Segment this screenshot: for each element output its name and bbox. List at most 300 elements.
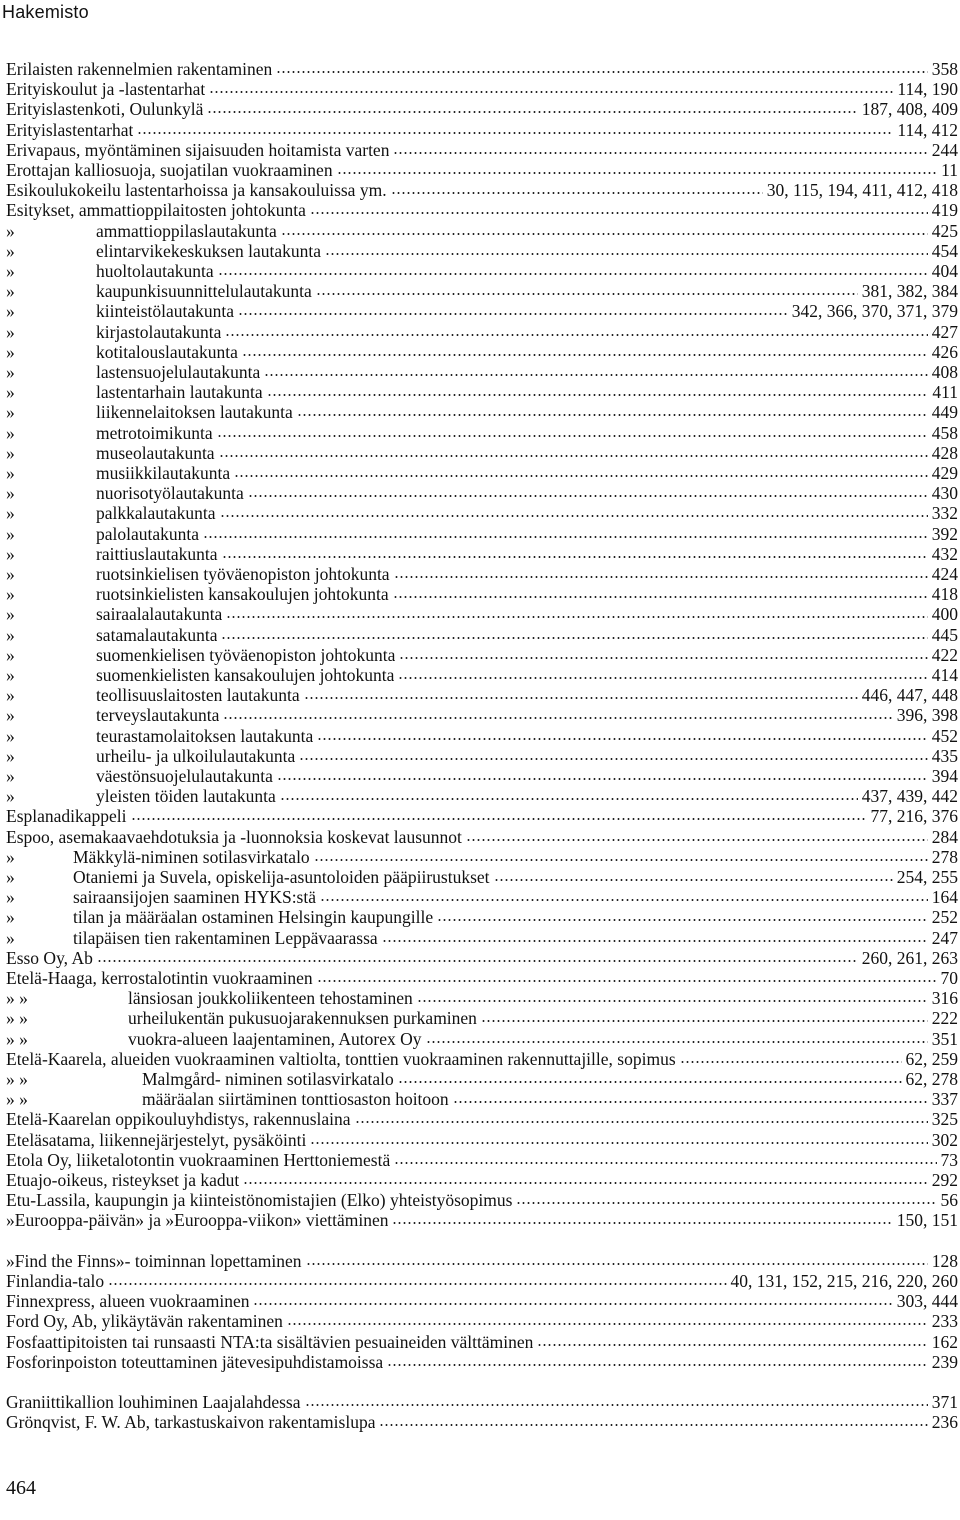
index-entry bbox=[0, 1069, 958, 1089]
ditto-mark: » bbox=[6, 442, 15, 463]
dot-leader bbox=[337, 171, 938, 175]
dot-leader bbox=[453, 1100, 928, 1104]
index-entry bbox=[0, 261, 958, 281]
dot-leader bbox=[242, 353, 928, 357]
entry-label: elintarvikekeskuksen lautakunta bbox=[96, 240, 321, 261]
dot-leader bbox=[382, 939, 928, 943]
index-entry bbox=[0, 1190, 958, 1210]
entry-pages: 427 bbox=[931, 321, 958, 342]
entry-label: ruotsinkielisen työväenopiston johtokunta bbox=[96, 564, 390, 584]
dot-leader bbox=[234, 474, 928, 478]
index-entry bbox=[0, 362, 958, 382]
index-entry bbox=[0, 1311, 958, 1331]
entry-pages: 128 bbox=[931, 1250, 958, 1271]
index-entry bbox=[0, 1210, 958, 1230]
index-entry bbox=[0, 382, 958, 402]
ditto-mark: » bbox=[6, 604, 15, 625]
dot-leader bbox=[203, 535, 928, 539]
dot-leader bbox=[297, 413, 928, 417]
dot-leader bbox=[267, 393, 929, 397]
dot-leader bbox=[393, 595, 928, 599]
index-entry bbox=[0, 564, 958, 584]
entry-pages: 278 bbox=[931, 846, 958, 867]
entry-label: Fosfaattipitoisten tai runsaasti NTA:ta sisältävien pesuaineiden välttäminen bbox=[6, 1331, 534, 1352]
entry-label: Esplanadikappeli bbox=[6, 806, 127, 827]
index-entry bbox=[0, 221, 958, 241]
dot-leader bbox=[393, 151, 927, 155]
dot-leader bbox=[426, 1040, 928, 1044]
entry-label: terveyslautakunta bbox=[96, 705, 220, 726]
ditto-mark: » bbox=[6, 725, 15, 746]
entry-pages: 381, 382, 384 bbox=[861, 281, 958, 302]
entry-pages: 284 bbox=[931, 826, 958, 847]
ditto-mark: » bbox=[6, 766, 15, 786]
index-entry bbox=[0, 544, 958, 564]
ditto-mark: » bbox=[6, 220, 15, 241]
dot-leader bbox=[281, 232, 928, 236]
entry-pages: 437, 439, 442 bbox=[861, 786, 958, 807]
index-entry bbox=[0, 726, 958, 746]
entry-pages: 233 bbox=[931, 1311, 958, 1332]
index-entry bbox=[0, 200, 958, 220]
ditto-mark: » bbox=[6, 301, 15, 322]
entry-label: suomenkielisen työväenopiston johtokunta bbox=[96, 644, 396, 665]
entry-label: Otaniemi ja Suvela, opiskelija-asuntoloiden pääpiirustukset bbox=[73, 867, 490, 887]
ditto-mark: » bbox=[6, 362, 15, 382]
index-entry bbox=[0, 99, 958, 119]
dot-leader bbox=[131, 817, 867, 821]
dot-leader bbox=[379, 1423, 927, 1427]
entry-pages: 422 bbox=[931, 644, 958, 665]
dot-leader bbox=[220, 514, 928, 518]
index-entry bbox=[0, 1130, 958, 1150]
entry-label: »Find the Finns»- toiminnan lopettaminen bbox=[6, 1250, 302, 1271]
entry-label: määräalan siirtäminen tonttiosaston hoitoon bbox=[142, 1089, 449, 1110]
entry-pages: 222 bbox=[931, 1008, 958, 1029]
index-entry bbox=[0, 281, 958, 301]
index-entry bbox=[0, 645, 958, 665]
index-entry bbox=[0, 1291, 958, 1311]
index-entry bbox=[0, 1049, 958, 1069]
ditto-mark: » bbox=[6, 483, 15, 504]
entry-pages: 394 bbox=[931, 766, 958, 786]
entry-pages: 425 bbox=[931, 220, 958, 241]
index-entry bbox=[0, 1332, 958, 1352]
entry-pages: 187, 408, 409 bbox=[861, 99, 958, 120]
ditto-mark: » bbox=[6, 644, 15, 665]
entry-pages: 62, 278 bbox=[905, 1069, 958, 1089]
index-entry bbox=[0, 746, 958, 766]
entry-pages: 452 bbox=[931, 725, 958, 746]
entry-label: Grönqvist, F. W. Ab, tarkastuskaivon rakentamislupa bbox=[6, 1412, 376, 1433]
entry-pages: 371 bbox=[931, 1392, 958, 1413]
entry-pages: 396, 398 bbox=[896, 705, 958, 726]
index-entry bbox=[0, 79, 958, 99]
entry-label: väestönsuojelulautakunta bbox=[96, 766, 273, 786]
entry-pages: 418 bbox=[931, 584, 958, 605]
index-entry bbox=[0, 1150, 958, 1170]
dot-leader bbox=[387, 1363, 928, 1367]
entry-pages: 244 bbox=[931, 139, 958, 160]
entry-label: ruotsinkielisten kansakoulujen johtokunta bbox=[96, 584, 389, 605]
entry-pages: 414 bbox=[931, 665, 958, 685]
entry-label: Esitykset, ammattioppilaitosten johtokunta bbox=[6, 200, 306, 221]
index-entry bbox=[0, 928, 958, 948]
entry-label: liikennelaitoksen lautakunta bbox=[96, 402, 293, 423]
entry-label: Erottajan kalliosuoja, suojatilan vuokraaminen bbox=[6, 160, 333, 180]
entry-label: kiinteistölautakunta bbox=[96, 301, 235, 322]
entry-label: Etuajo-oikeus, risteykset ja kadut bbox=[6, 1170, 240, 1190]
dot-leader bbox=[137, 131, 893, 135]
dot-leader bbox=[466, 838, 928, 842]
dot-leader bbox=[310, 1141, 927, 1145]
index-entry bbox=[0, 342, 958, 362]
dot-leader bbox=[394, 1161, 936, 1165]
entry-label: tilapäisen tien rakentaminen Leppävaarassa bbox=[73, 927, 378, 948]
entry-pages: 358 bbox=[931, 59, 958, 79]
entry-pages: 30, 115, 194, 411, 412, 418 bbox=[766, 180, 958, 201]
dot-leader bbox=[97, 959, 858, 963]
dot-leader bbox=[494, 878, 893, 882]
dot-leader bbox=[516, 1201, 936, 1205]
index-entry bbox=[0, 907, 958, 927]
entry-label: urheilu- ja ulkoilulautakunta bbox=[96, 745, 296, 766]
entry-label: ammattioppilaslautakunta bbox=[96, 220, 277, 241]
entry-pages: 454 bbox=[931, 240, 958, 261]
dot-leader bbox=[276, 70, 927, 74]
ditto-mark: » bbox=[6, 705, 15, 726]
dot-leader bbox=[219, 454, 928, 458]
index-entry bbox=[0, 887, 958, 907]
ditto-mark: » bbox=[6, 867, 15, 887]
index-entry bbox=[0, 443, 958, 463]
index-entry bbox=[0, 1029, 958, 1049]
entry-label: Etelä-Kaarela, alueiden vuokraaminen valtiolta, tonttien vuokraaminen rakennuttajille, sopimus bbox=[6, 1048, 676, 1069]
dot-leader bbox=[218, 272, 928, 276]
entry-pages: 351 bbox=[931, 1028, 958, 1049]
dot-leader bbox=[299, 757, 927, 761]
entry-pages: 162 bbox=[931, 1331, 958, 1352]
index-entry bbox=[0, 483, 958, 503]
entry-label: Malmgård- niminen sotilasvirkatalo bbox=[142, 1069, 394, 1089]
entry-label: urheilukentän pukusuojarakennuksen purkaminen bbox=[128, 1008, 477, 1029]
dot-leader bbox=[680, 1060, 902, 1064]
dot-leader bbox=[225, 333, 927, 337]
ditto-mark: » bbox=[6, 463, 15, 483]
dot-leader bbox=[108, 1282, 726, 1286]
entry-pages: 254, 255 bbox=[896, 867, 958, 887]
dot-leader bbox=[481, 1019, 928, 1023]
ditto-mark: » bbox=[6, 685, 15, 706]
page-header: Hakemisto bbox=[2, 2, 89, 22]
ditto-mark: » bbox=[6, 584, 15, 605]
index-entry bbox=[0, 625, 958, 645]
dot-leader bbox=[226, 615, 927, 619]
index-entry bbox=[0, 665, 958, 685]
entry-label: palolautakunta bbox=[96, 523, 200, 544]
entry-pages: 73 bbox=[940, 1149, 958, 1170]
index-entry bbox=[0, 685, 958, 705]
index-entry bbox=[0, 1412, 958, 1432]
entry-pages: 62, 259 bbox=[905, 1048, 958, 1069]
page-number: 464 bbox=[6, 1477, 36, 1499]
entry-pages: 302 bbox=[931, 1129, 958, 1150]
ditto-mark: » » bbox=[6, 1089, 28, 1110]
entry-pages: 316 bbox=[931, 988, 958, 1009]
dot-leader bbox=[437, 918, 928, 922]
entry-pages: 342, 366, 370, 371, 379 bbox=[791, 301, 958, 322]
index-entry bbox=[0, 1170, 958, 1190]
ditto-mark: » bbox=[6, 564, 15, 584]
entry-label: Finnexpress, alueen vuokraaminen bbox=[6, 1291, 250, 1312]
index-entry bbox=[0, 241, 958, 261]
entry-pages: 432 bbox=[931, 543, 958, 564]
entry-pages: 292 bbox=[931, 1170, 958, 1190]
entry-pages: 114, 412 bbox=[897, 119, 958, 140]
ditto-mark: » » bbox=[6, 1008, 28, 1029]
entry-pages: 404 bbox=[931, 261, 958, 281]
entry-label: teurastamolaitoksen lautakunta bbox=[96, 725, 314, 746]
entry-label: Fosforinpoiston toteuttaminen jätevesipuhdistamoissa bbox=[6, 1351, 384, 1372]
entry-pages: 164 bbox=[931, 887, 958, 908]
dot-leader bbox=[394, 575, 928, 579]
entry-label: Erilaisten rakennelmien rakentaminen bbox=[6, 59, 273, 79]
entry-pages: 419 bbox=[931, 200, 958, 221]
index-entry bbox=[0, 1271, 958, 1291]
entry-label: Erityislastentarhat bbox=[6, 119, 134, 140]
dot-leader bbox=[537, 1343, 927, 1347]
entry-label: kotitalouslautakunta bbox=[96, 341, 238, 362]
entry-label: Erivapaus, myöntäminen sijaisuuden hoitamista varten bbox=[6, 139, 390, 160]
ditto-mark: » bbox=[6, 745, 15, 766]
dot-leader bbox=[277, 777, 928, 781]
ditto-mark: » bbox=[6, 402, 15, 423]
index-entry bbox=[0, 402, 958, 422]
entry-label: musiikkilautakunta bbox=[96, 463, 231, 483]
dot-leader bbox=[223, 716, 892, 720]
ditto-mark: » bbox=[6, 523, 15, 544]
entry-label: suomenkielisten kansakoulujen johtokunta bbox=[96, 665, 395, 685]
dot-leader bbox=[253, 1302, 892, 1306]
entry-pages: 446, 447, 448 bbox=[861, 685, 958, 706]
entry-label: Esso Oy, Ab bbox=[6, 947, 93, 968]
index-entry bbox=[0, 604, 958, 624]
dot-leader bbox=[417, 999, 928, 1003]
dot-leader bbox=[398, 676, 927, 680]
entry-label: Eteläsatama, liikennejärjestelyt, pysäköinti bbox=[6, 1129, 307, 1150]
entry-label: yleisten töiden lautakunta bbox=[96, 786, 276, 807]
dot-leader bbox=[207, 110, 857, 114]
ditto-mark: » bbox=[6, 665, 15, 685]
entry-pages: 429 bbox=[931, 463, 958, 483]
entry-label: museolautakunta bbox=[96, 442, 215, 463]
entry-label: nuorisotyölautakunta bbox=[96, 483, 244, 504]
entry-label: Graniittikallion louhiminen Laajalahdessa bbox=[6, 1392, 301, 1413]
index-entry bbox=[0, 140, 958, 160]
ditto-mark: » bbox=[6, 341, 15, 362]
ditto-mark: » bbox=[6, 927, 15, 948]
entry-label: Mäkkylä-niminen sotilasvirkatalo bbox=[73, 846, 310, 867]
entry-label: huoltolautakunta bbox=[96, 261, 214, 281]
ditto-mark: » bbox=[6, 382, 15, 403]
entry-pages: 445 bbox=[931, 624, 958, 645]
index-entry bbox=[0, 867, 958, 887]
entry-pages: 77, 216, 376 bbox=[870, 806, 958, 827]
index-entry bbox=[0, 524, 958, 544]
entry-pages: 247 bbox=[931, 927, 958, 948]
index-entry bbox=[0, 59, 958, 79]
entry-pages: 458 bbox=[931, 422, 958, 443]
entry-label: vuokra-alueen laajentaminen, Autorex Oy bbox=[128, 1028, 422, 1049]
index-entry bbox=[0, 1392, 958, 1412]
index-entry bbox=[0, 948, 958, 968]
ditto-mark: » bbox=[6, 321, 15, 342]
ditto-mark: » » bbox=[6, 1069, 28, 1089]
index-entry bbox=[0, 301, 958, 321]
entry-label: metrotoimikunta bbox=[96, 422, 213, 443]
index-entry bbox=[0, 1109, 958, 1129]
index-entry bbox=[0, 847, 958, 867]
ditto-mark: » bbox=[6, 543, 15, 564]
dot-leader bbox=[398, 1080, 902, 1084]
dot-leader bbox=[314, 858, 928, 862]
entry-label: »Eurooppa-päivän» ja »Eurooppa-viikon» viettäminen bbox=[6, 1210, 389, 1231]
entry-pages: 424 bbox=[931, 564, 958, 584]
entry-pages: 236 bbox=[931, 1412, 958, 1433]
entry-pages: 408 bbox=[931, 362, 958, 382]
dot-leader bbox=[317, 737, 928, 741]
dot-leader bbox=[304, 696, 858, 700]
entry-pages: 252 bbox=[931, 907, 958, 928]
entry-label: kirjastolautakunta bbox=[96, 321, 222, 342]
entry-pages: 260, 261, 263 bbox=[861, 947, 958, 968]
entry-label: Etelä-Kaarelan oppikouluyhdistys, rakennuslaina bbox=[6, 1109, 351, 1130]
dot-leader bbox=[248, 494, 928, 498]
entry-pages: 56 bbox=[940, 1190, 958, 1211]
index-entry bbox=[0, 1089, 958, 1109]
dot-leader bbox=[264, 373, 927, 377]
entry-label: Etu-Lassila, kaupungin ja kiinteistönomistajien (Elko) yhteistyösopimus bbox=[6, 1190, 513, 1211]
entry-label: satamalautakunta bbox=[96, 624, 218, 645]
entry-label: raittiuslautakunta bbox=[96, 543, 218, 564]
entry-label: sairaalalautakunta bbox=[96, 604, 223, 625]
dot-leader bbox=[355, 1120, 928, 1124]
index-entry bbox=[0, 968, 958, 988]
ditto-mark: » bbox=[6, 846, 15, 867]
dot-leader bbox=[310, 211, 928, 215]
entry-pages: 239 bbox=[931, 1351, 958, 1372]
dot-leader bbox=[305, 1403, 928, 1407]
index-entry bbox=[0, 806, 958, 826]
entry-label: palkkalautakunta bbox=[96, 503, 216, 524]
ditto-mark: » » bbox=[6, 1028, 28, 1049]
index-entry bbox=[0, 584, 958, 604]
entry-pages: 400 bbox=[931, 604, 958, 625]
ditto-mark: » bbox=[6, 422, 15, 443]
index-entry bbox=[0, 786, 958, 806]
index-entry bbox=[0, 988, 958, 1008]
ditto-mark: » » bbox=[6, 988, 28, 1009]
index-entry bbox=[0, 180, 958, 200]
entry-pages: 392 bbox=[931, 523, 958, 544]
index-entry bbox=[0, 827, 958, 847]
entry-pages: 11 bbox=[941, 160, 958, 180]
dot-leader bbox=[221, 636, 927, 640]
ditto-mark: » bbox=[6, 503, 15, 524]
ditto-mark: » bbox=[6, 907, 15, 928]
entry-pages: 426 bbox=[931, 341, 958, 362]
index-entry bbox=[0, 120, 958, 140]
entry-label: länsiosan joukkoliikenteen tehostaminen bbox=[128, 988, 413, 1009]
index-entry bbox=[0, 322, 958, 342]
entry-pages: 325 bbox=[931, 1109, 958, 1130]
ditto-mark: » bbox=[6, 281, 15, 302]
dot-leader bbox=[399, 656, 927, 660]
entry-label: Erityiskoulut ja -lastentarhat bbox=[6, 79, 206, 100]
entry-pages: 40, 131, 152, 215, 216, 220, 260 bbox=[730, 1271, 958, 1291]
index-entry bbox=[0, 1352, 958, 1372]
dot-leader bbox=[209, 90, 893, 94]
entry-pages: 337 bbox=[931, 1089, 958, 1110]
dot-leader bbox=[392, 1221, 892, 1225]
entry-label: lastensuojelulautakunta bbox=[96, 362, 261, 382]
ditto-mark: » bbox=[6, 240, 15, 261]
entry-pages: 70 bbox=[940, 968, 958, 988]
entry-pages: 150, 151 bbox=[896, 1210, 958, 1231]
index-entry bbox=[0, 1251, 958, 1271]
index-entry bbox=[0, 1008, 958, 1028]
entry-pages: 114, 190 bbox=[897, 79, 958, 100]
entry-pages: 449 bbox=[931, 402, 958, 423]
ditto-mark: » bbox=[6, 786, 15, 807]
entry-label: Etelä-Haaga, kerrostalotintin vuokraaminen bbox=[6, 968, 313, 988]
entry-label: Espoo, asemakaavaehdotuksia ja -luonnoksia koskevat lausunnot bbox=[6, 826, 462, 847]
entry-label: Erityislastenkoti, Oulunkylä bbox=[6, 99, 204, 120]
entry-label: sairaansijojen saaminen HYKS:stä bbox=[73, 887, 317, 908]
dot-leader bbox=[280, 797, 858, 801]
dot-leader bbox=[320, 898, 928, 902]
entry-pages: 428 bbox=[931, 442, 958, 463]
dot-leader bbox=[391, 191, 763, 195]
index-entry bbox=[0, 463, 958, 483]
dot-leader bbox=[316, 292, 858, 296]
entry-label: teollisuuslaitosten lautakunta bbox=[96, 685, 300, 706]
dot-leader bbox=[306, 1262, 928, 1266]
entry-pages: 430 bbox=[931, 483, 958, 504]
entry-pages: 435 bbox=[931, 745, 958, 766]
entry-pages: 332 bbox=[931, 503, 958, 524]
entry-label: kaupunkisuunnittelulautakunta bbox=[96, 281, 312, 302]
dot-leader bbox=[243, 1181, 927, 1185]
index-entry bbox=[0, 766, 958, 786]
dot-leader bbox=[222, 555, 928, 559]
entry-pages: 303, 444 bbox=[896, 1291, 958, 1312]
index-entry bbox=[0, 423, 958, 443]
dot-leader bbox=[287, 1322, 928, 1326]
dot-leader bbox=[217, 434, 928, 438]
entry-pages: 411 bbox=[932, 382, 958, 403]
dot-leader bbox=[325, 252, 928, 256]
index-entry bbox=[0, 160, 958, 180]
entry-label: Etola Oy, liiketalotontin vuokraaminen Herttoniemestä bbox=[6, 1149, 391, 1170]
index-entry bbox=[0, 705, 958, 725]
entry-label: Finlandia-talo bbox=[6, 1271, 105, 1291]
index-entry bbox=[0, 503, 958, 523]
entry-label: lastentarhain lautakunta bbox=[96, 382, 263, 403]
entry-label: Ford Oy, Ab, ylikäytävän rakentaminen bbox=[6, 1311, 283, 1332]
dot-leader bbox=[238, 312, 788, 316]
entry-label: Esikoulukokeilu lastentarhoissa ja kansakouluissa ym. bbox=[6, 180, 387, 201]
